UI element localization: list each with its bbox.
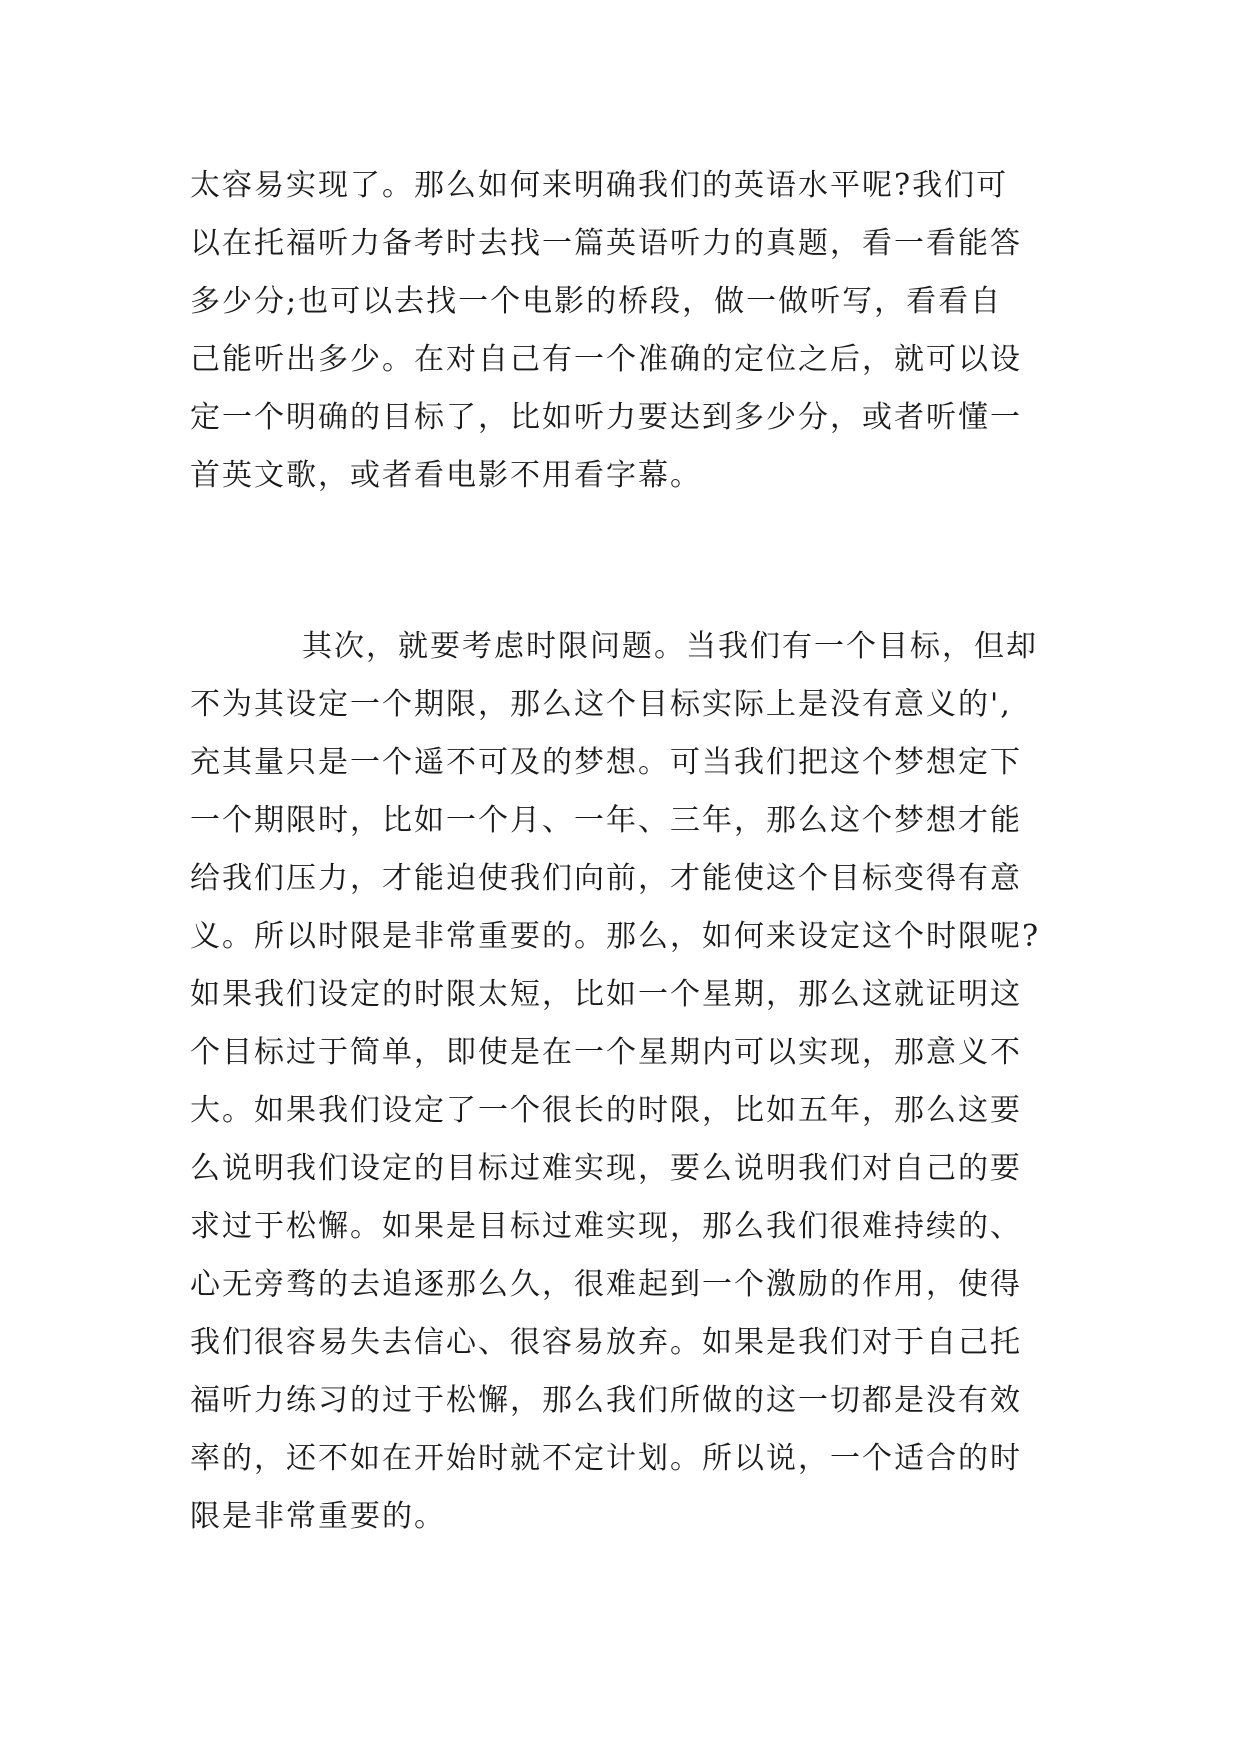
paragraph-2-line: 一个期限时，比如一个月、一年、三年，那么这个梦想才能 (190, 803, 1022, 838)
paragraph-2-line: 如果我们设定的时限太短，比如一个星期，那么这就证明这 (190, 977, 1022, 1012)
paragraph-2-line: 给我们压力，才能迫使我们向前，才能使这个目标变得有意 (190, 861, 1022, 896)
paragraph-2-line: 限是非常重要的。 (190, 1499, 446, 1534)
paragraph-1-line: 多少分;也可以去找一个电影的桥段，做一做听写，看看自 (190, 284, 1003, 319)
paragraph-2-line: 心无旁骛的去追逐那么久，很难起到一个激励的作用，使得 (190, 1267, 1022, 1302)
paragraph-1-line: 首英文歌，或者看电影不用看字幕。 (190, 458, 702, 493)
paragraph-2-line: 我们很容易失去信心、很容易放弃。如果是我们对于自己托 (190, 1325, 1022, 1360)
paragraph-1-line: 以在托福听力备考时去找一篇英语听力的真题，看一看能答 (190, 226, 1022, 261)
paragraph-2-line: 么说明我们设定的目标过难实现，要么说明我们对自己的要 (190, 1151, 1022, 1186)
paragraph-2-line: 其次，就要考虑时限问题。当我们有一个目标，但却 (302, 629, 1038, 664)
paragraph-2-line: 大。如果我们设定了一个很长的时限，比如五年，那么这要 (190, 1093, 1022, 1128)
paragraph-1 (190, 157, 1070, 505)
paragraph-1-line: 定一个明确的目标了，比如听力要达到多少分，或者听懂一 (190, 400, 1022, 435)
paragraph-1-line: 己能听出多少。在对自己有一个准确的定位之后，就可以设 (190, 342, 1022, 377)
paragraph-2-line: 福听力练习的过于松懈，那么我们所做的这一切都是没有效 (190, 1383, 1022, 1418)
paragraph-2-line: 率的，还不如在开始时就不定计划。所以说，一个适合的时 (190, 1441, 1022, 1476)
paragraph-2-line: 义。所以时限是非常重要的。那么，如何来设定这个时限呢? (190, 919, 1041, 954)
paragraph-2 (190, 618, 1070, 1546)
paragraph-2-line: 求过于松懈。如果是目标过难实现，那么我们很难持续的、 (190, 1209, 1022, 1244)
paragraph-2-line: 个目标过于简单，即使是在一个星期内可以实现，那意义不 (190, 1035, 1022, 1070)
paragraph-2-line: 充其量只是一个遥不可及的梦想。可当我们把这个梦想定下 (190, 745, 1022, 780)
paragraph-2-line: 不为其设定一个期限，那么这个目标实际上是没有意义的', (190, 687, 1012, 722)
paragraph-1-line: 太容易实现了。那么如何来明确我们的英语水平呢?我们可 (190, 168, 1009, 203)
